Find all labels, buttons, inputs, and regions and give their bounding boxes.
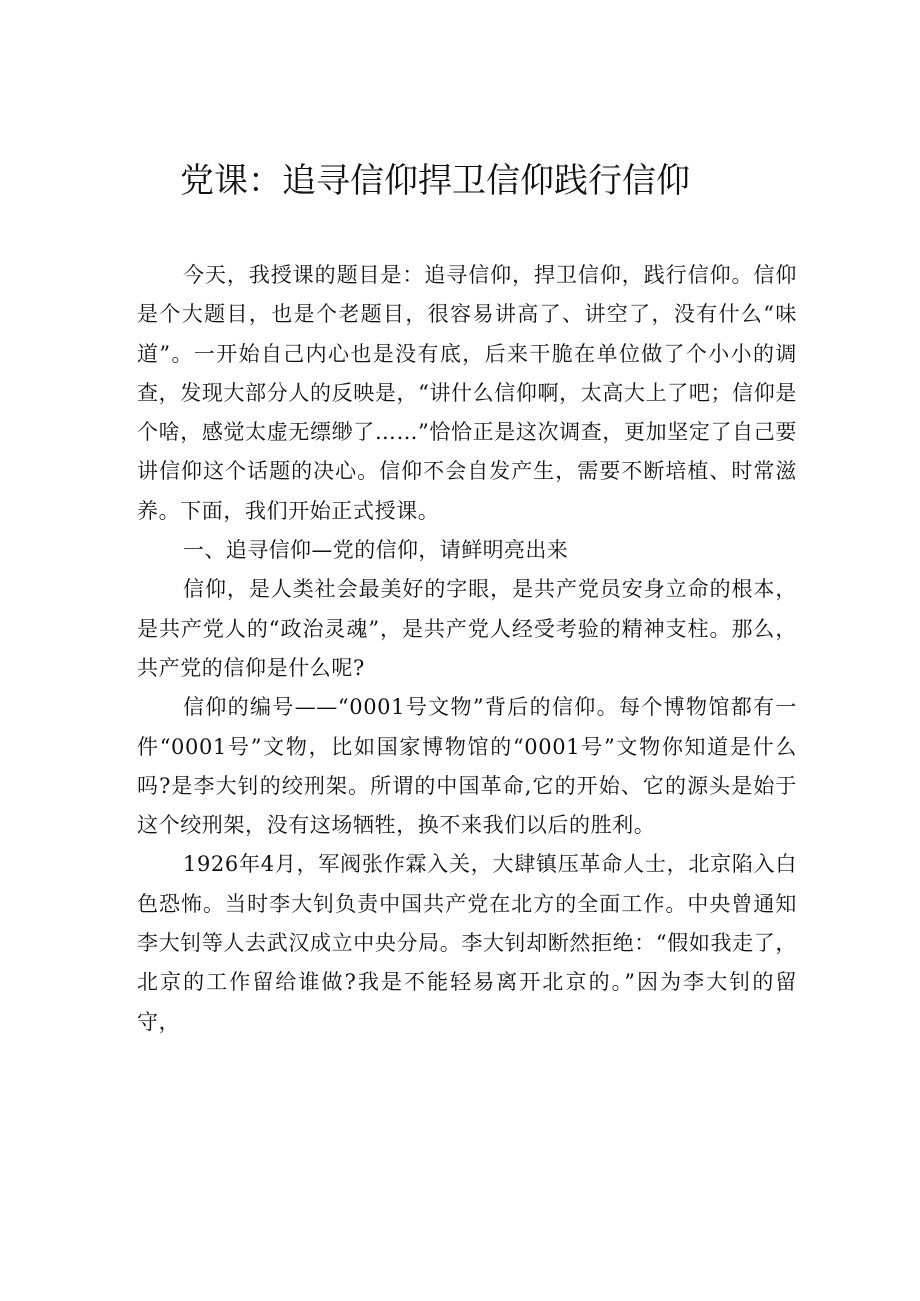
body-paragraph: 信仰，是人类社会最美好的字眼，是共产党员安身立命的根本，是共产党人的“政治灵魂”，是共产党人经受考验的精神支柱。那么，共产党的信仰是什么呢? — [137, 577, 797, 680]
document-title: 党课：追寻信仰捍卫信仰践行信仰 — [180, 161, 690, 201]
body-paragraph: 1926年4月，军阀张作霖入关，大肆镇压革命人士，北京陷入白色恐怖。当时李大钊负责中国共产党在北方的全面工作。中央曾通知李大钊等人去武汉成立中央分局。李大钊却断然拒绝：“假如我走了，北京的工作留给谁做?我是不能轻易离开北京的。”因为李大钊的留守， — [137, 852, 797, 1034]
intro-paragraph: 今天，我授课的题目是：追寻信仰，捍卫信仰，践行信仰。信仰是个大题目，也是个老题目，很容易讲高了、讲空了，没有什么“味道”。一开始自己内心也是没有底，后来干脆在单位做了个小小的调查，发现大部分人的反映是，“讲什么信仰啊，太高大上了吧；信仰是个啥，感觉太虚无缥缈了……”恰恰正是这次调查，更加坚定了自己要讲信仰这个话题的决心。信仰不会自发产生，需要不断培植、时常滋养。下面，我们开始正式授课。 — [137, 263, 797, 523]
section-heading-1: 一、追寻信仰—党的信仰，请鲜明亮出来 — [183, 538, 569, 563]
document-body — [137, 256, 797, 1042]
body-paragraph: 信仰的编号——“0001号文物”背后的信仰。每个博物馆都有一件“0001号”文物，比如国家博物馆的“0001号”文物你知道是什么吗?是李大钊的绞刑架。所谓的中国革命,它的开始、它的源头是始于这个绞刑架，没有这场牺牲，换不来我们以后的胜利。 — [137, 695, 797, 838]
